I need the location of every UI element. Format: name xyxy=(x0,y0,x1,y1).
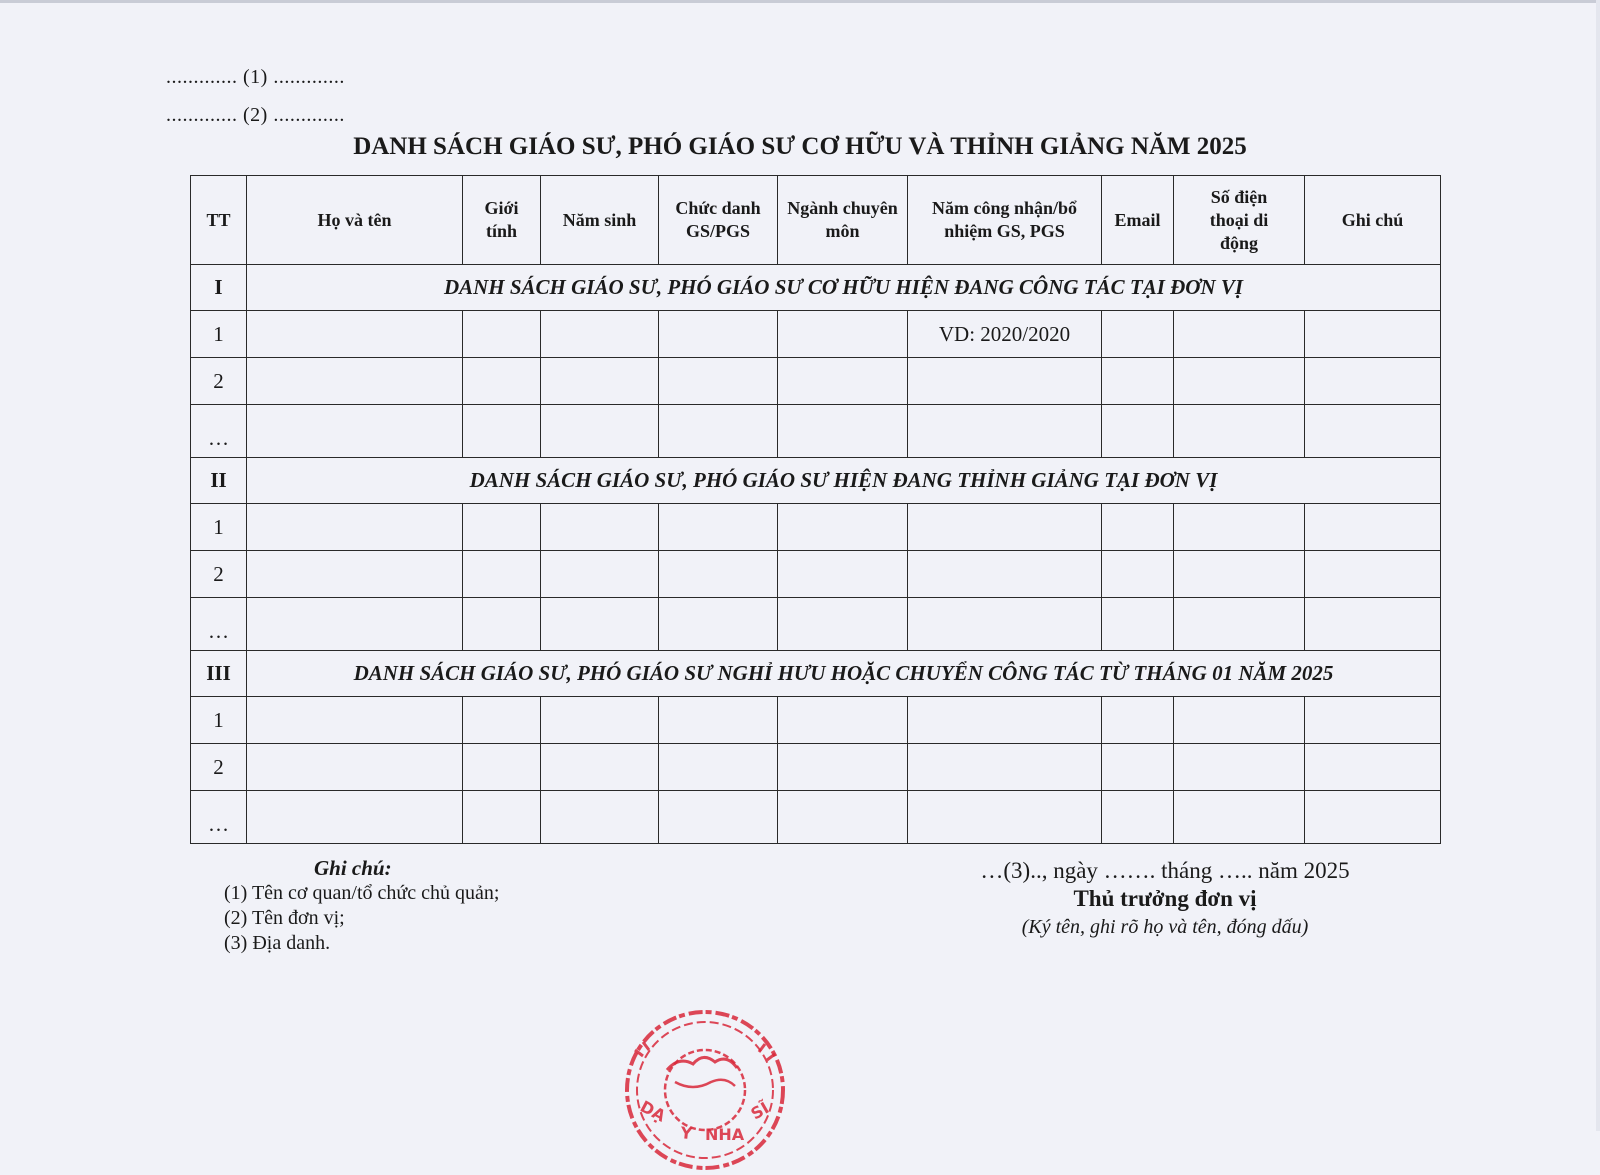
cell-chuc-danh[interactable] xyxy=(659,504,778,551)
cell-nam-sinh[interactable] xyxy=(541,504,659,551)
cell-ho-ten[interactable] xyxy=(247,311,463,358)
cell-chuc-danh[interactable] xyxy=(659,598,778,651)
cell-gioi-tinh[interactable] xyxy=(463,791,541,844)
signer-instruction: (Ký tên, ghi rõ họ và tên, đóng dấu) xyxy=(1021,916,1309,938)
cell-gioi-tinh[interactable] xyxy=(463,697,541,744)
row-index: 2 xyxy=(191,551,247,598)
cell-nganh[interactable] xyxy=(778,744,908,791)
cell-nam-sinh[interactable] xyxy=(541,744,659,791)
cell-nam-sinh[interactable] xyxy=(541,697,659,744)
section-title: DANH SÁCH GIÁO SƯ, PHÓ GIÁO SƯ CƠ HỮU HIỆN ĐANG CÔNG TÁC TẠI ĐƠN VỊ xyxy=(247,265,1441,311)
header-tt: TT xyxy=(191,176,247,265)
header-nganh: Ngành chuyên môn xyxy=(778,176,908,265)
cell-nam-sinh[interactable] xyxy=(541,311,659,358)
cell-email[interactable] xyxy=(1102,791,1174,844)
row-index: 1 xyxy=(191,504,247,551)
cell-nam-sinh[interactable] xyxy=(541,358,659,405)
header-row xyxy=(191,176,1441,265)
header-email: Email xyxy=(1102,176,1174,265)
cell-ghi-chu[interactable] xyxy=(1305,405,1441,458)
cell-ho-ten[interactable] xyxy=(247,598,463,651)
cell-email[interactable] xyxy=(1102,598,1174,651)
row-index: 1 xyxy=(191,697,247,744)
cell-gioi-tinh[interactable] xyxy=(463,358,541,405)
scan-edge xyxy=(1596,0,1600,1131)
cell-nam-cong-nhan[interactable] xyxy=(908,744,1102,791)
section-number: III xyxy=(191,651,247,697)
cell-chuc-danh[interactable] xyxy=(659,551,778,598)
note-item: (1) Tên cơ quan/tổ chức chủ quản; xyxy=(224,882,500,904)
cell-ho-ten[interactable] xyxy=(247,551,463,598)
notes-block xyxy=(224,856,499,956)
cell-ho-ten[interactable] xyxy=(247,744,463,791)
row-index: … xyxy=(191,791,247,844)
cell-email[interactable] xyxy=(1102,504,1174,551)
svg-text:Y: Y xyxy=(679,1123,694,1144)
table-row xyxy=(191,697,1441,744)
cell-nam-cong-nhan[interactable] xyxy=(908,598,1102,651)
cell-ho-ten[interactable] xyxy=(247,697,463,744)
cell-ho-ten[interactable] xyxy=(247,791,463,844)
cell-gioi-tinh[interactable] xyxy=(463,598,541,651)
cell-email[interactable] xyxy=(1102,551,1174,598)
header-chuc-danh: Chức danh GS/PGS xyxy=(659,176,778,265)
cell-nganh[interactable] xyxy=(778,598,908,651)
cell-so-dien-thoai[interactable] xyxy=(1174,358,1305,405)
cell-gioi-tinh[interactable] xyxy=(463,405,541,458)
cell-ghi-chu[interactable] xyxy=(1305,504,1441,551)
cell-gioi-tinh[interactable] xyxy=(463,744,541,791)
cell-ghi-chu[interactable] xyxy=(1305,598,1441,651)
cell-so-dien-thoai[interactable] xyxy=(1174,311,1305,358)
place-date-line: …(3).., ngày ……. tháng ….. năm 2025 xyxy=(980,858,1350,883)
cell-nganh[interactable] xyxy=(778,551,908,598)
cell-ghi-chu[interactable] xyxy=(1305,791,1441,844)
cell-so-dien-thoai[interactable] xyxy=(1174,551,1305,598)
cell-chuc-danh[interactable] xyxy=(659,311,778,358)
cell-chuc-danh[interactable] xyxy=(659,358,778,405)
professor-list-table xyxy=(190,175,1441,844)
cell-so-dien-thoai[interactable] xyxy=(1174,744,1305,791)
cell-nam-sinh[interactable] xyxy=(541,791,659,844)
cell-email[interactable] xyxy=(1102,358,1174,405)
cell-email[interactable] xyxy=(1102,744,1174,791)
cell-chuc-danh[interactable] xyxy=(659,744,778,791)
cell-nam-cong-nhan[interactable] xyxy=(908,405,1102,458)
section-number: I xyxy=(191,265,247,311)
cell-nganh[interactable] xyxy=(778,697,908,744)
table-row xyxy=(191,311,1441,358)
cell-chuc-danh[interactable] xyxy=(659,405,778,458)
cell-so-dien-thoai[interactable] xyxy=(1174,504,1305,551)
cell-gioi-tinh[interactable] xyxy=(463,551,541,598)
table-row xyxy=(191,405,1441,458)
cell-nam-cong-nhan[interactable] xyxy=(908,697,1102,744)
section-title: DANH SÁCH GIÁO SƯ, PHÓ GIÁO SƯ NGHỈ HƯU HOẶC CHUYỂN CÔNG TÁC TỪ THÁNG 01 NĂM 2025 xyxy=(247,651,1441,697)
cell-so-dien-thoai[interactable] xyxy=(1174,598,1305,651)
section-number: II xyxy=(191,458,247,504)
section-row xyxy=(191,651,1441,697)
note-item: (2) Tên đơn vị; xyxy=(224,907,345,929)
red-seal-stamp xyxy=(605,1010,825,1144)
table-row xyxy=(191,358,1441,405)
notes-title: Ghi chú: xyxy=(314,856,392,880)
section-title: DANH SÁCH GIÁO SƯ, PHÓ GIÁO SƯ HIỆN ĐANG THỈNH GIẢNG TẠI ĐƠN VỊ xyxy=(247,458,1441,504)
cell-nganh[interactable] xyxy=(778,358,908,405)
svg-text:SĨ: SĨ xyxy=(747,1098,773,1124)
svg-text:NHA: NHA xyxy=(705,1125,745,1144)
header-ho-ten: Họ và tên xyxy=(247,176,463,265)
section-row xyxy=(191,265,1441,311)
cell-ghi-chu[interactable] xyxy=(1305,358,1441,405)
cell-nam-sinh[interactable] xyxy=(541,551,659,598)
cell-ho-ten[interactable] xyxy=(247,358,463,405)
header-nam-cong-nhan: Năm công nhận/bổ nhiệm GS, PGS xyxy=(908,176,1102,265)
cell-nam-cong-nhan-example[interactable]: VD: 2020/2020 xyxy=(908,311,1102,358)
row-index: 2 xyxy=(191,744,247,791)
section-row xyxy=(191,458,1441,504)
cell-chuc-danh[interactable] xyxy=(659,791,778,844)
seal-icon xyxy=(605,1010,825,1170)
cell-nganh[interactable] xyxy=(778,311,908,358)
cell-so-dien-thoai[interactable] xyxy=(1174,791,1305,844)
cell-nam-cong-nhan[interactable] xyxy=(908,551,1102,598)
header-so-dien-thoai: Số điện thoại di động xyxy=(1174,176,1305,265)
cell-ghi-chu[interactable] xyxy=(1305,311,1441,358)
header-nam-sinh: Năm sinh xyxy=(541,176,659,265)
table-row xyxy=(191,791,1441,844)
cell-ghi-chu[interactable] xyxy=(1305,551,1441,598)
table-row xyxy=(191,744,1441,791)
header-ghi-chu: Ghi chú xyxy=(1305,176,1441,265)
document-title: DANH SÁCH GIÁO SƯ, PHÓ GIÁO SƯ CƠ HỮU VÀ THỈNH GIẢNG NĂM 2025 xyxy=(353,133,1247,160)
row-index: … xyxy=(191,405,247,458)
cell-email[interactable] xyxy=(1102,405,1174,458)
row-index: … xyxy=(191,598,247,651)
org-line-2: ............. (2) ............. xyxy=(166,104,345,126)
cell-nganh[interactable] xyxy=(778,791,908,844)
cell-chuc-danh[interactable] xyxy=(659,697,778,744)
cell-gioi-tinh[interactable] xyxy=(463,311,541,358)
cell-ho-ten[interactable] xyxy=(247,504,463,551)
cell-ghi-chu[interactable] xyxy=(1305,744,1441,791)
svg-text:DẠ: DẠ xyxy=(637,1096,669,1126)
cell-nganh[interactable] xyxy=(778,405,908,458)
table-row xyxy=(191,504,1441,551)
cell-nam-sinh[interactable] xyxy=(541,405,659,458)
row-index: 2 xyxy=(191,358,247,405)
signer-title: Thủ trưởng đơn vị xyxy=(1073,886,1257,911)
cell-so-dien-thoai[interactable] xyxy=(1174,697,1305,744)
cell-email[interactable] xyxy=(1102,697,1174,744)
scan-edge xyxy=(0,0,1600,3)
cell-so-dien-thoai[interactable] xyxy=(1174,405,1305,458)
cell-ghi-chu[interactable] xyxy=(1305,697,1441,744)
cell-email[interactable] xyxy=(1102,311,1174,358)
note-item: (3) Địa danh. xyxy=(224,932,331,954)
cell-gioi-tinh[interactable] xyxy=(463,504,541,551)
cell-nam-cong-nhan[interactable] xyxy=(908,791,1102,844)
header-gioi-tinh: Giới tính xyxy=(463,176,541,265)
cell-ho-ten[interactable] xyxy=(247,405,463,458)
table-row xyxy=(191,551,1441,598)
org-line-1: ............. (1) ............. xyxy=(166,66,345,88)
signature-block xyxy=(900,858,1430,939)
cell-nam-cong-nhan[interactable] xyxy=(908,358,1102,405)
cell-nganh[interactable] xyxy=(778,504,908,551)
cell-nam-sinh[interactable] xyxy=(541,598,659,651)
cell-nam-cong-nhan[interactable] xyxy=(908,504,1102,551)
table-row xyxy=(191,598,1441,651)
row-index: 1 xyxy=(191,311,247,358)
